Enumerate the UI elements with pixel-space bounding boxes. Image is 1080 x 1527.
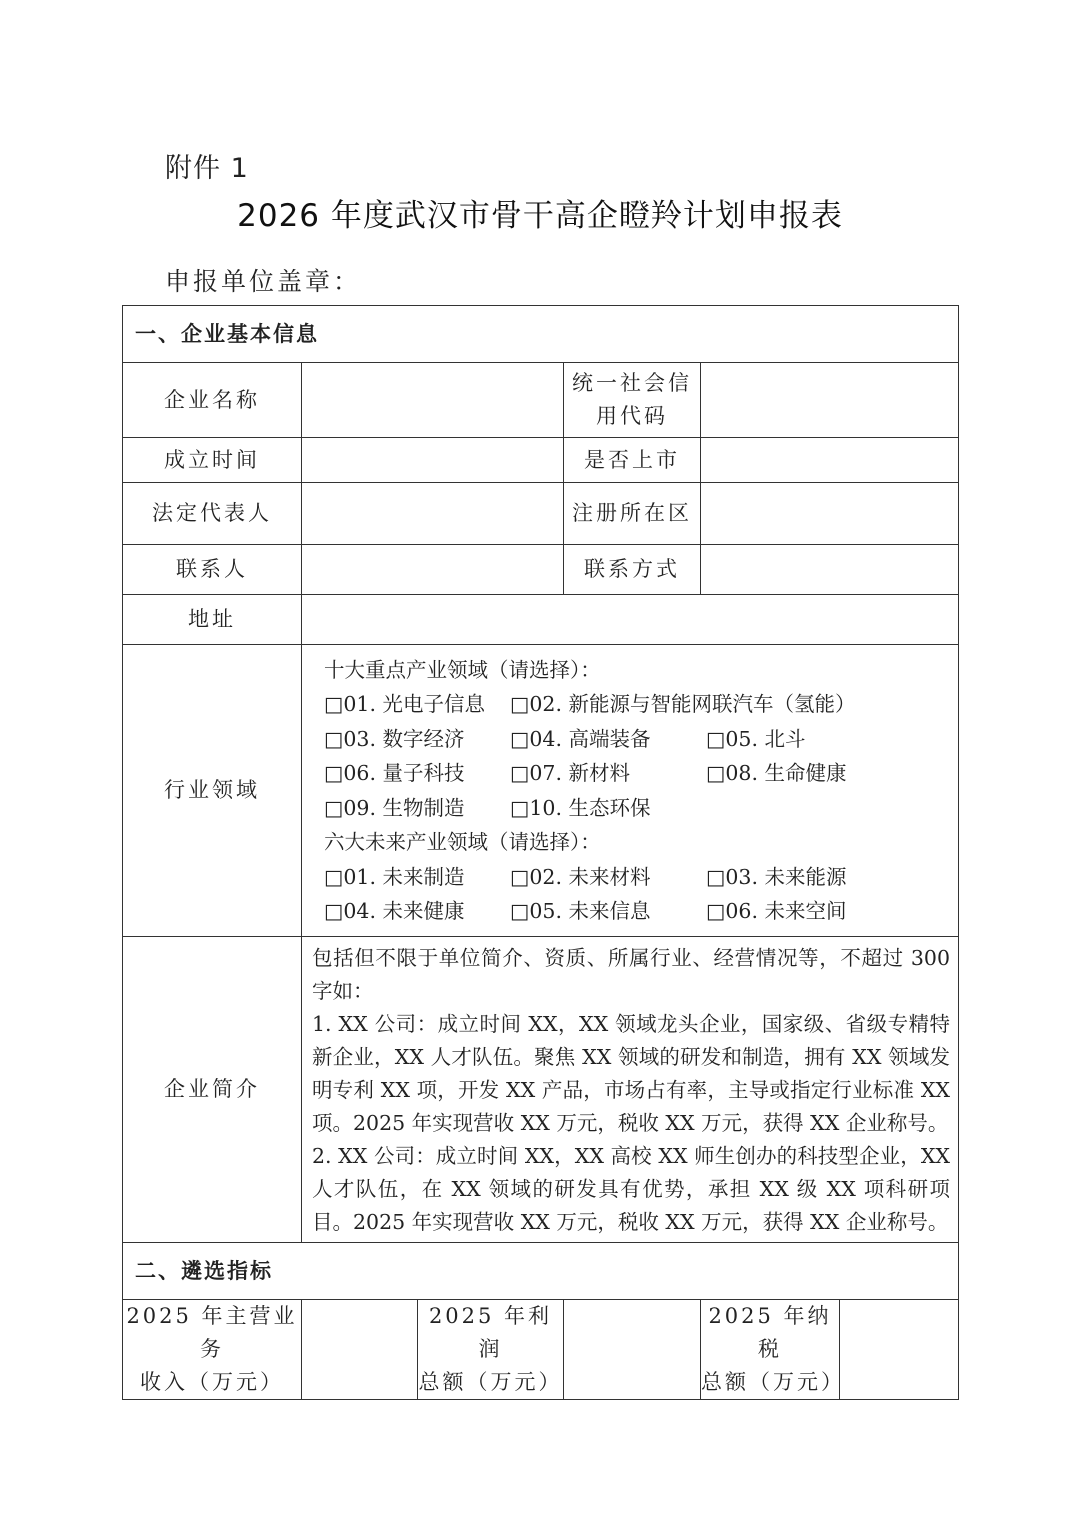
- industry-label: 行业领域: [123, 645, 302, 937]
- reg-district-field[interactable]: [701, 483, 959, 545]
- checkbox-new-materials[interactable]: □07. 新材料: [510, 761, 630, 785]
- revenue-label: 2025 年主营业务 收入（万元）: [123, 1300, 302, 1400]
- checkbox-new-energy-vehicles[interactable]: □02. 新能源与智能网联汽车（氢能）: [510, 692, 856, 716]
- legal-rep-label: 法定代表人: [123, 483, 302, 545]
- intro-example-2: 2. XX 公司：成立时间 XX，XX 高校 XX 师生创办的科技型企业，XX 人才队伍，在 XX 领域的研发具有优势，承担 XX 级 XX 项科研项目。2025 年实现营收 XX 万元，税收 XX 万元，获得 XX 企业称号。: [312, 1144, 951, 1234]
- checkbox-eco-environment[interactable]: □10. 生态环保: [510, 795, 651, 820]
- seal-label: 申报单位盖章：: [165, 267, 362, 296]
- credit-code-field[interactable]: [701, 363, 959, 438]
- tax-field[interactable]: [840, 1300, 959, 1400]
- listed-label: 是否上市: [564, 438, 701, 483]
- checkbox-future-health[interactable]: □04. 未来健康: [324, 899, 465, 923]
- tax-label: 2025 年纳税 总额（万元）: [701, 1300, 840, 1400]
- checkbox-life-health[interactable]: □08. 生命健康: [706, 761, 847, 785]
- application-form-table: [122, 305, 959, 1400]
- checkbox-high-end-equipment[interactable]: □04. 高端装备: [510, 726, 651, 751]
- attachment-label: 附件 1: [165, 153, 249, 184]
- contact-method-label: 联系方式: [564, 545, 701, 595]
- revenue-field[interactable]: [302, 1300, 418, 1400]
- section1-heading: 一、企业基本信息: [123, 306, 959, 363]
- company-name-field[interactable]: [302, 363, 564, 438]
- checkbox-future-manufacturing[interactable]: □01. 未来制造: [324, 864, 465, 889]
- contact-method-field[interactable]: [701, 545, 959, 595]
- checkbox-digital-economy[interactable]: □03. 数字经济: [324, 726, 465, 751]
- section2-heading: 二、遴选指标: [123, 1243, 959, 1300]
- established-field[interactable]: [302, 438, 564, 483]
- legal-rep-field[interactable]: [302, 483, 564, 545]
- contact-field[interactable]: [302, 545, 564, 595]
- industry-options: [302, 645, 959, 937]
- intro-instruction: 包括但不限于单位简介、资质、所属行业、经营情况等，不超过 300 字如：: [312, 946, 951, 1003]
- company-name-label: 企业名称: [123, 363, 302, 438]
- future-industries-title: 六大未来产业领域（请选择）：: [324, 830, 601, 854]
- checkbox-beidou[interactable]: □05. 北斗: [706, 726, 806, 751]
- checkbox-quantum-tech[interactable]: □06. 量子科技: [324, 761, 465, 785]
- address-label: 地址: [123, 595, 302, 645]
- reg-district-label: 注册所在区: [564, 483, 701, 545]
- checkbox-future-energy[interactable]: □03. 未来能源: [706, 864, 847, 889]
- intro-label: 企业简介: [123, 937, 302, 1243]
- key-industries-title: 十大重点产业领域（请选择）：: [324, 657, 601, 682]
- checkbox-future-materials[interactable]: □02. 未来材料: [510, 864, 651, 889]
- credit-code-label: 统一社会信 用代码: [564, 363, 701, 438]
- checkbox-bio-manufacturing[interactable]: □09. 生物制造: [324, 795, 465, 820]
- listed-field[interactable]: [701, 438, 959, 483]
- form-title: 2026 年度武汉市骨干高企瞪羚计划申报表: [237, 198, 843, 234]
- profit-label: 2025 年利润 总额（万元）: [418, 1300, 564, 1400]
- checkbox-future-information[interactable]: □05. 未来信息: [510, 899, 651, 923]
- intro-field[interactable]: [302, 937, 959, 1243]
- established-label: 成立时间: [123, 438, 302, 483]
- intro-example-1: 1. XX 公司：成立时间 XX，XX 领域龙头企业，国家级、省级专精特新企业，XX 人才队伍。聚焦 XX 领域的研发和制造，拥有 XX 领域发明专利 XX 项，开发 XX 产品，市场占有率，主导或指定行业标准 XX 项。2025 年实现营收 XX 万元，税收 XX 万元，获得 XX 企业称号。: [312, 1012, 951, 1135]
- checkbox-optoelectronics[interactable]: □01. 光电子信息: [324, 692, 485, 716]
- profit-field[interactable]: [564, 1300, 701, 1400]
- address-field[interactable]: [302, 595, 959, 645]
- contact-label: 联系人: [123, 545, 302, 595]
- checkbox-future-space[interactable]: □06. 未来空间: [706, 899, 847, 923]
